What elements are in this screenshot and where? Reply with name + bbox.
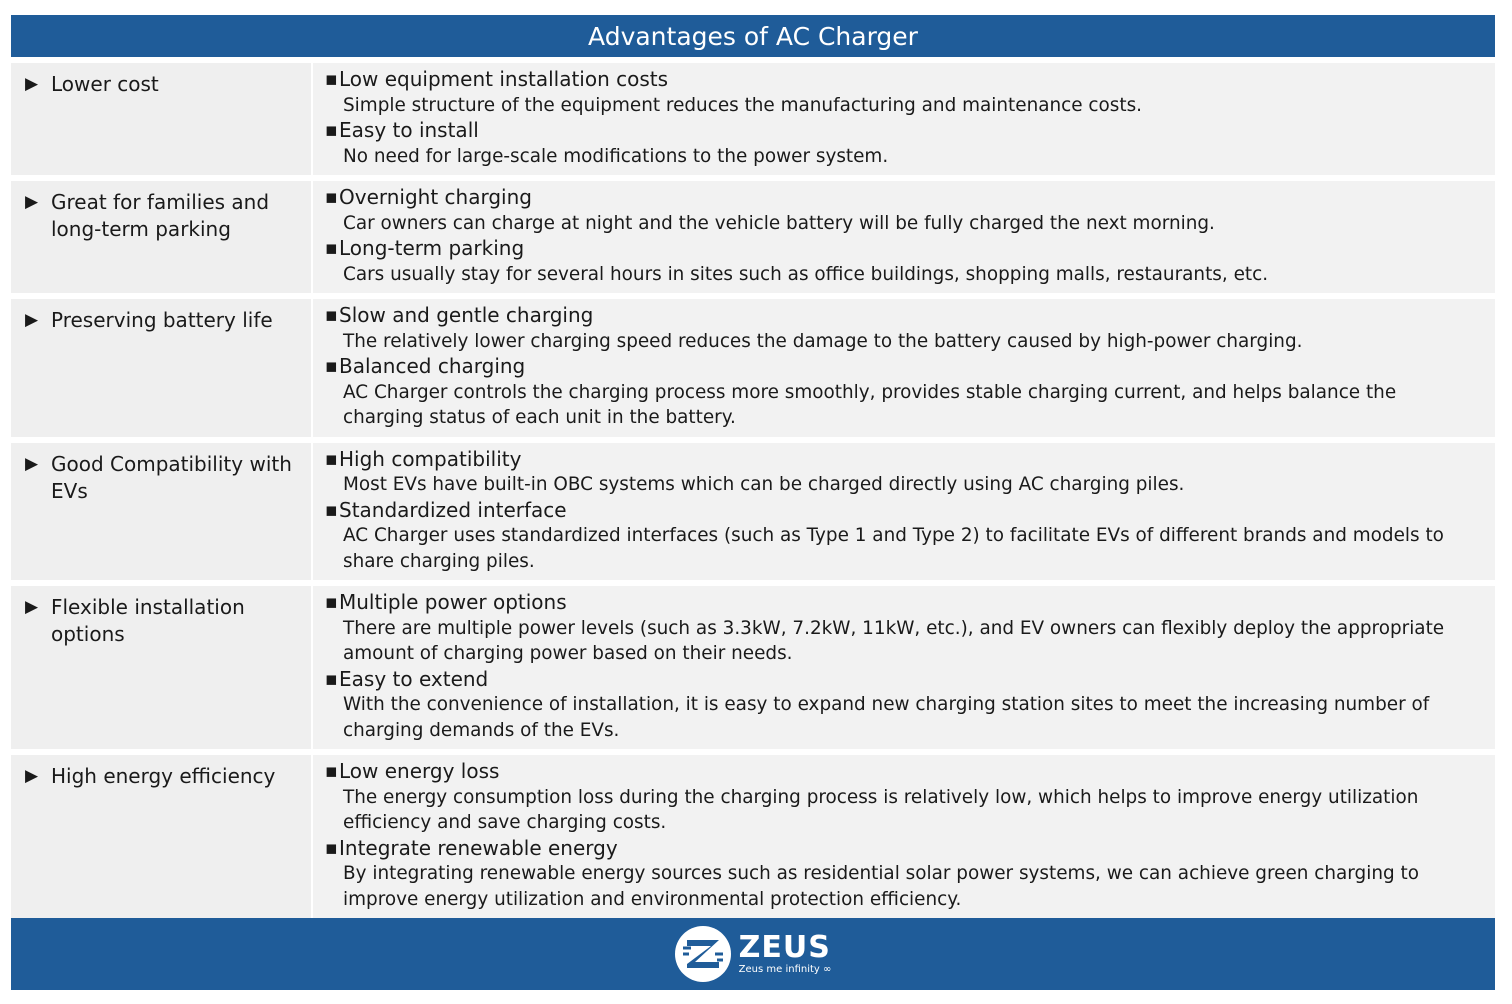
advantage-heading [325, 118, 1481, 144]
advantage-heading [325, 836, 1481, 862]
bullet-square-icon: ▪ [325, 836, 338, 859]
triangle-right-icon: ▶ [25, 192, 39, 212]
advantage-description: Car owners can charge at night and the vehicle battery will be fully charged the next morning. [343, 212, 1215, 234]
advantage-description: The energy consumption loss during the charging process is relatively low, which helps to improve energy utilization efficiency and save charging costs. [343, 786, 1419, 833]
advantage-title: Long-term parking [339, 236, 525, 260]
category-label: Flexible installation options [51, 595, 245, 646]
table-row [11, 57, 1495, 175]
advantage-heading [325, 67, 1481, 93]
advantage-title: High compatibility [339, 446, 522, 471]
category-cell [11, 63, 311, 175]
triangle-right-icon: ▶ [25, 766, 39, 786]
footer-bar [11, 918, 1495, 990]
detail-cell [313, 181, 1495, 293]
advantage-title: Integrate renewable energy [339, 835, 618, 860]
advantage-title: Slow and gentle charging [339, 303, 594, 327]
advantage-title: Balanced charging [339, 354, 526, 378]
detail-cell [313, 755, 1495, 918]
bullet-square-icon: ▪ [325, 498, 338, 521]
table-row [11, 175, 1495, 293]
triangle-right-icon: ▶ [25, 74, 39, 94]
advantage-heading [325, 759, 1481, 785]
category-cell [11, 443, 311, 581]
advantage-heading [325, 303, 1481, 329]
triangle-right-icon: ▶ [25, 597, 39, 617]
triangle-right-icon: ▶ [25, 310, 39, 330]
table-title: Advantages of AC Charger [11, 15, 1495, 57]
detail-cell [313, 586, 1495, 749]
detail-cell [313, 443, 1495, 581]
advantage-description: No need for large-scale modifications to the power system. [343, 145, 889, 167]
zeus-logo [675, 926, 832, 982]
advantage-title: Easy to install [339, 118, 479, 142]
bullet-square-icon: ▪ [325, 304, 338, 326]
advantage-description: AC Charger uses standardized interfaces (such as Type 1 and Type 2) to facilitate EVs of different brands and models to share charging piles. [343, 525, 1444, 572]
bullet-square-icon: ▪ [325, 355, 338, 377]
bullet-square-icon: ▪ [325, 667, 338, 690]
advantage-description: Cars usually stay for several hours in sites such as office buildings, shopping malls, restaurants, etc. [343, 263, 1269, 285]
advantage-heading [325, 498, 1481, 524]
advantage-heading [325, 447, 1481, 473]
advantage-description: Most EVs have built-in OBC systems which can be charged directly using AC charging piles. [343, 474, 1185, 495]
advantage-title: Low equipment installation costs [339, 67, 669, 91]
advantage-description: With the convenience of installation, it is easy to expand new charging station sites to meet the increasing number of charging demands of the EVs. [343, 694, 1430, 741]
category-cell [11, 299, 311, 437]
category-label: High energy efficiency [51, 764, 276, 788]
category-label: Good Compatibility with EVs [51, 451, 292, 503]
advantage-heading [325, 185, 1481, 211]
brand-tagline: Zeus me infinity ∞ [738, 964, 832, 975]
category-cell [11, 755, 311, 918]
advantage-description: There are multiple power levels (such as 3.3kW, 7.2kW, 11kW, etc.), and EV owners can flexibly deploy the appropriate amount of charging power based on their needs. [343, 617, 1445, 664]
table-row [11, 293, 1495, 437]
category-cell [11, 181, 311, 293]
advantage-description: By integrating renewable energy sources such as residential solar power systems, we can achieve green charging to improve energy utilization and environmental protection efficiency. [343, 863, 1419, 910]
bullet-square-icon: ▪ [325, 591, 338, 613]
advantage-title: Easy to extend [339, 666, 489, 691]
advantage-title: Standardized interface [339, 497, 567, 522]
advantage-description: The relatively lower charging speed reduces the damage to the battery caused by high-power charging. [343, 330, 1303, 352]
advantage-description: Simple structure of the equipment reduces the manufacturing and maintenance costs. [343, 94, 1143, 116]
advantage-title: Multiple power options [339, 590, 567, 614]
bullet-square-icon: ▪ [325, 760, 338, 782]
detail-cell [313, 63, 1495, 175]
advantage-heading [325, 667, 1481, 693]
category-label: Great for families and long-term parking [51, 190, 270, 241]
advantages-table [11, 15, 1495, 918]
bullet-square-icon: ▪ [325, 237, 338, 259]
bullet-square-icon: ▪ [325, 447, 338, 470]
advantage-title: Overnight charging [339, 185, 532, 209]
triangle-right-icon: ▶ [25, 453, 39, 474]
bullet-square-icon: ▪ [325, 186, 338, 208]
bullet-square-icon: ▪ [325, 68, 338, 90]
category-cell [11, 586, 311, 749]
table-row [11, 437, 1495, 581]
category-label: Lower cost [51, 72, 159, 96]
advantage-heading [325, 590, 1481, 616]
table-row [11, 749, 1495, 918]
advantage-title: Low energy loss [339, 759, 500, 783]
detail-cell [313, 299, 1495, 437]
advantage-description: AC Charger controls the charging process more smoothly, provides stable charging current, and helps balance the charging status of each unit in the battery. [343, 381, 1397, 428]
category-label: Preserving battery life [51, 308, 273, 332]
advantage-heading [325, 354, 1481, 380]
table-body [11, 57, 1495, 918]
table-row [11, 580, 1495, 749]
zeus-z-icon [675, 926, 731, 982]
advantage-heading [325, 236, 1481, 262]
brand-name: ZEUS [738, 930, 831, 965]
bullet-square-icon: ▪ [325, 119, 338, 141]
